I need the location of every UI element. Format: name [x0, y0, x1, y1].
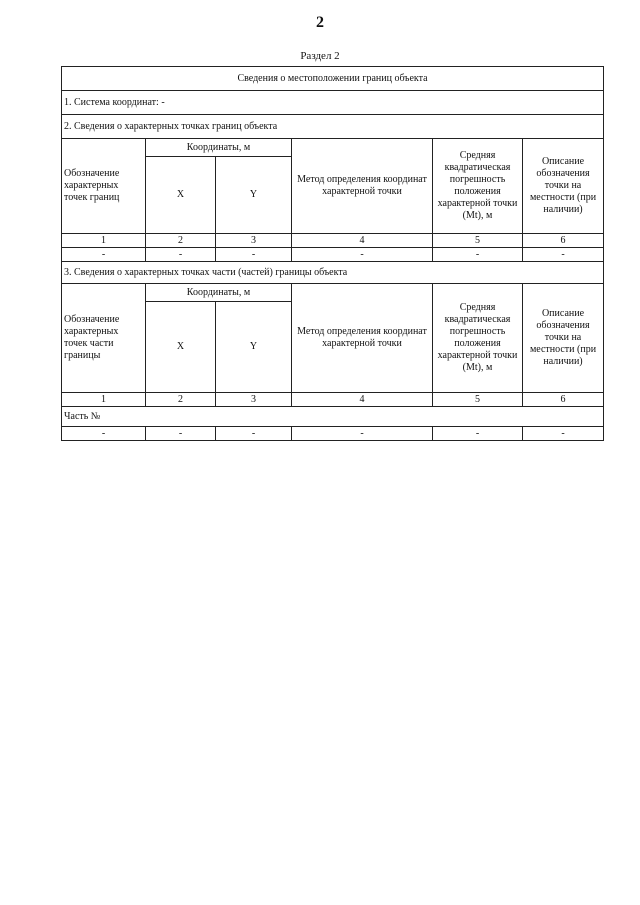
block2-cell-3: - — [216, 427, 292, 441]
block2-num-4: 4 — [292, 393, 433, 407]
block1-col-coords: Координаты, м — [146, 139, 292, 157]
block2-cell-1: - — [62, 427, 146, 441]
part-label: Часть № — [62, 407, 604, 427]
block2-col-coords: Координаты, м — [146, 284, 292, 302]
table-row — [62, 427, 604, 441]
page-number: 2 — [316, 14, 324, 31]
block2-col-designation: Обозначение характерных точек части границы — [62, 284, 146, 393]
section-title: Раздел 2 — [300, 50, 340, 62]
coord-system-label: 1. Система координат: — [64, 96, 159, 108]
table-row — [62, 248, 604, 262]
block1-cell-1: - — [62, 248, 146, 262]
block1-num-1: 1 — [62, 234, 146, 248]
block2-heading: 3. Сведения о характерных точках части (частей) границы объекта — [62, 262, 604, 284]
block1-col-y: Y — [216, 157, 292, 234]
block2-col-description: Описание обозначения точки на местности (при наличии) — [523, 284, 604, 393]
block2-num-5: 5 — [433, 393, 523, 407]
block1-num-5: 5 — [433, 234, 523, 248]
block2-cell-5: - — [433, 427, 523, 441]
block1-cell-5: - — [433, 248, 523, 262]
block1-num-3: 3 — [216, 234, 292, 248]
block2-cell-2: - — [146, 427, 216, 441]
block2-cell-4: - — [292, 427, 433, 441]
block2-num-6: 6 — [523, 393, 604, 407]
block1-num-6: 6 — [523, 234, 604, 248]
block1-num-2: 2 — [146, 234, 216, 248]
block1-cell-2: - — [146, 248, 216, 262]
block1-num-4: 4 — [292, 234, 433, 248]
boundary-table — [61, 66, 604, 441]
coord-system-value: - — [161, 96, 165, 108]
coord-system-row — [62, 91, 604, 115]
block2-num-2: 2 — [146, 393, 216, 407]
block2-cell-6: - — [523, 427, 604, 441]
block2-col-method: Метод определения координат характерной точки — [292, 284, 433, 393]
block2-col-error: Средняя квадратическая погрешность положения характерной точки (Mt), м — [433, 284, 523, 393]
block2-num-3: 3 — [216, 393, 292, 407]
block2-col-y: Y — [216, 302, 292, 393]
block1-cell-6: - — [523, 248, 604, 262]
block1-heading: 2. Сведения о характерных точках границ объекта — [62, 115, 604, 139]
block1-cell-4: - — [292, 248, 433, 262]
block1-col-error: Средняя квадратическая погрешность положения характерной точки (Mt), м — [433, 139, 523, 234]
block1-col-x: X — [146, 157, 216, 234]
block1-col-method: Метод определения координат характерной точки — [292, 139, 433, 234]
block1-cell-3: - — [216, 248, 292, 262]
block2-num-1: 1 — [62, 393, 146, 407]
block1-col-designation: Обозначение характерных точек границ — [62, 139, 146, 234]
block2-col-x: X — [146, 302, 216, 393]
table-title: Сведения о местоположении границ объекта — [62, 67, 604, 91]
block1-col-description: Описание обозначения точки на местности (при наличии) — [523, 139, 604, 234]
